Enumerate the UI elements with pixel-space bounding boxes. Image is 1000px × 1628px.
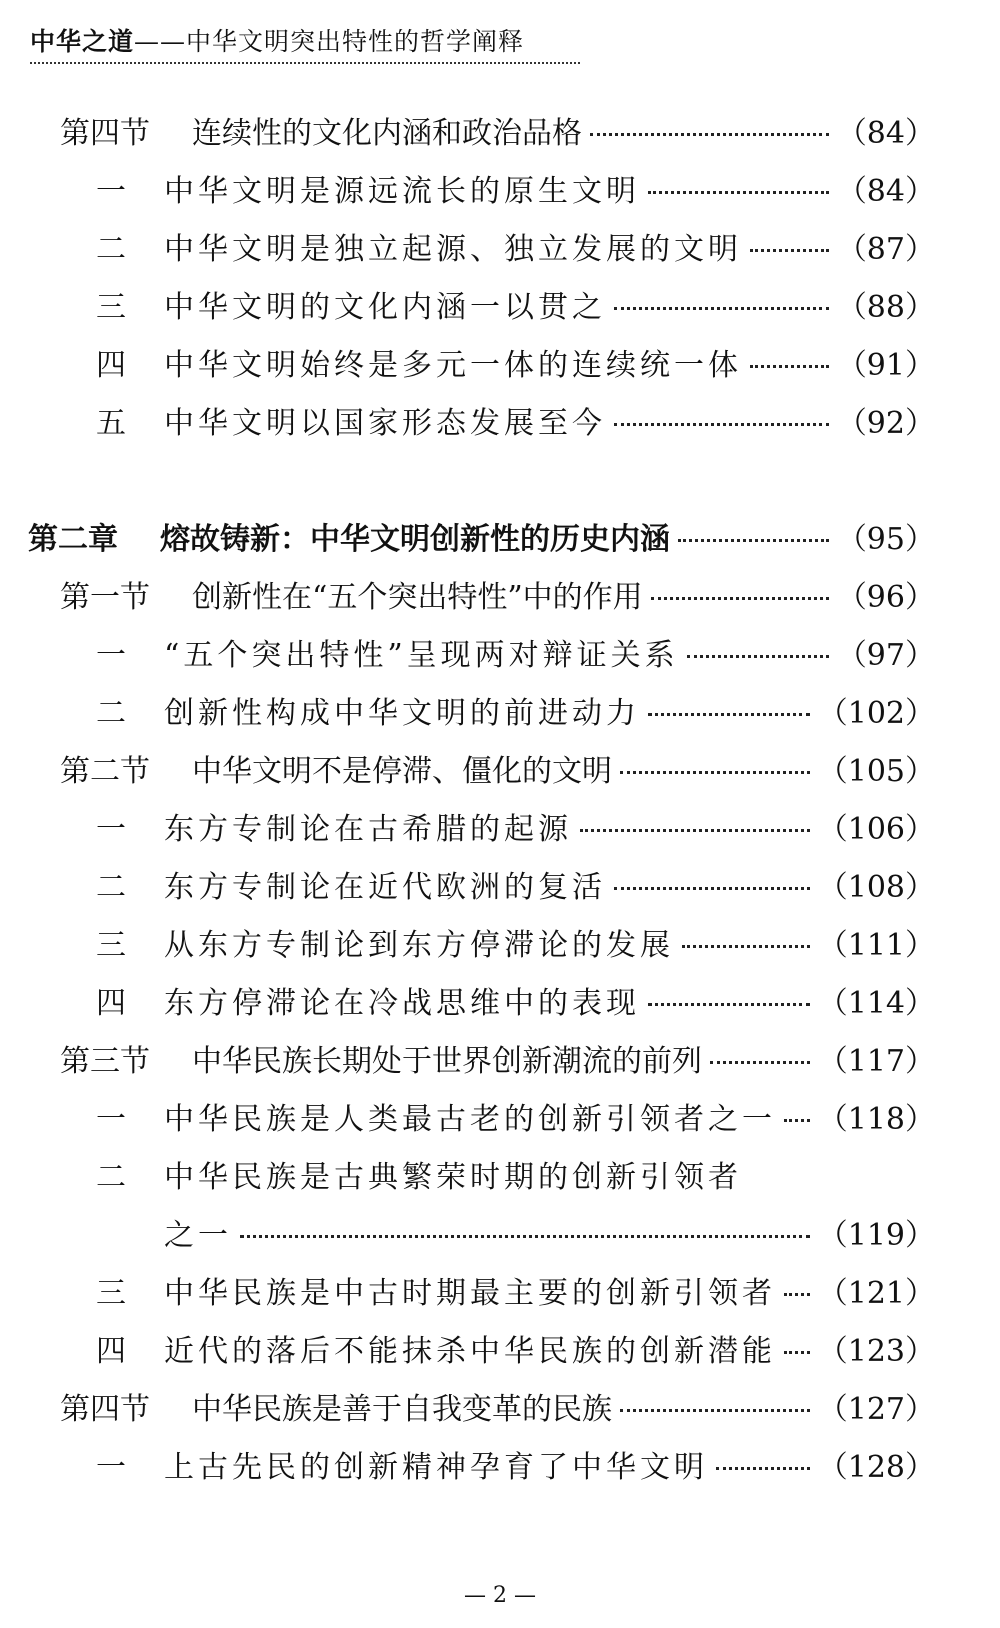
toc-entry-continuation[interactable]: [164, 1212, 935, 1252]
toc-entry-title: 中华民族是中古时期最主要的创新引领者: [164, 1276, 776, 1311]
toc-entry-title: 中华民族是人类最古老的创新引领者之一: [164, 1102, 776, 1137]
toc-entry-number: 二: [96, 232, 126, 267]
toc-leader-dots: [682, 945, 810, 948]
toc-entry[interactable]: [60, 110, 935, 150]
toc-entry-title: 中华文明不是停滞、僵化的文明: [192, 754, 612, 789]
toc-entry[interactable]: [96, 400, 935, 440]
toc-entry-title: 创新性在“五个突出特性”中的作用: [192, 580, 643, 615]
toc-entry-page: （84）: [836, 116, 935, 151]
toc-entry[interactable]: [96, 1328, 935, 1368]
toc-leader-dots: [710, 1061, 810, 1064]
toc-entry-title: “五个突出特性”呈现两对辩证关系: [164, 638, 679, 673]
toc-entry-page: （92）: [836, 406, 935, 441]
toc-leader-dots: [648, 191, 829, 194]
toc-entry-number: 二: [96, 870, 126, 905]
book-title: 中华之道: [30, 27, 135, 56]
toc-leader-dots: [678, 539, 829, 542]
toc-entry-number: 四: [96, 986, 126, 1021]
toc-entry-title: 中华民族是善于自我变革的民族: [192, 1392, 612, 1427]
toc-entry-title: 中华文明以国家形态发展至今: [164, 406, 606, 441]
toc-entry-title: 中华文明是源远流长的原生文明: [164, 174, 640, 209]
toc-leader-dots: [590, 133, 829, 136]
toc-entry-number: 三: [96, 1276, 126, 1311]
toc-entry[interactable]: [96, 1270, 935, 1310]
toc-leader-dots: [614, 887, 810, 890]
toc-entry-page: （106）: [817, 812, 935, 847]
toc-entry-number: 一: [96, 1102, 126, 1137]
toc-leader-dots: [784, 1293, 810, 1296]
toc-leader-dots: [750, 365, 829, 368]
toc-entry-title: 从东方专制论到东方停滞论的发展: [164, 928, 674, 963]
page-number: — 2 —: [464, 1583, 536, 1608]
book-subtitle: ——中华文明突出特性的哲学阐释: [134, 27, 525, 56]
toc-entry-title: 中华文明的文化内涵一以贯之: [164, 290, 606, 325]
toc-entry[interactable]: [96, 806, 935, 846]
toc-leader-dots: [614, 423, 829, 426]
toc-entry[interactable]: [60, 1386, 935, 1426]
toc-entry-number: 第二节: [60, 754, 150, 789]
toc-entry[interactable]: [60, 748, 935, 788]
toc-entry[interactable]: [96, 1154, 935, 1194]
toc-entry-page: （114）: [817, 986, 935, 1021]
toc-entry-title: 中华民族长期处于世界创新潮流的前列: [192, 1044, 702, 1079]
toc-entry-title: 东方停滞论在冷战思维中的表现: [164, 986, 640, 1021]
toc-leader-dots: [620, 1409, 810, 1412]
toc-leader-dots: [687, 655, 829, 658]
toc-entry[interactable]: [96, 1096, 935, 1136]
toc-entry-number: 一: [96, 812, 126, 847]
toc-entry-title: 近代的落后不能抹杀中华民族的创新潜能: [164, 1334, 776, 1369]
toc-entry-title: 中华文明始终是多元一体的连续统一体: [164, 348, 742, 383]
toc-leader-dots: [716, 1467, 810, 1470]
toc-entry-page: （88）: [836, 290, 935, 325]
toc-entry-number: 第二章: [28, 522, 118, 557]
toc-entry[interactable]: [96, 690, 935, 730]
toc-entry-title: 创新性构成中华文明的前进动力: [164, 696, 640, 731]
toc-entry-title: 熔故铸新：中华文明创新性的历史内涵: [160, 522, 670, 557]
toc-entry-page: （128）: [817, 1450, 935, 1485]
toc-entry-page: （123）: [817, 1334, 935, 1369]
toc-entry[interactable]: [96, 922, 935, 962]
toc-chapter-entry[interactable]: [28, 516, 935, 556]
toc-entry-number: 一: [96, 638, 126, 673]
toc-entry-page: （87）: [836, 232, 935, 267]
toc-entry-page: （84）: [836, 174, 935, 209]
toc-entry-page: （108）: [817, 870, 935, 905]
toc-entry-page: （117）: [817, 1044, 935, 1079]
toc-entry-title: 中华民族是古典繁荣时期的创新引领者: [164, 1160, 742, 1195]
toc-entry-page: （119）: [817, 1218, 935, 1253]
toc-entry-number: 二: [96, 696, 126, 731]
toc-entry-page: （95）: [836, 522, 935, 557]
toc-entry[interactable]: [96, 342, 935, 382]
toc-entry-number: 二: [96, 1160, 126, 1195]
toc-entry[interactable]: [60, 1038, 935, 1078]
toc-entry-title: 中华文明是独立起源、独立发展的文明: [164, 232, 742, 267]
toc-entry-page: （118）: [817, 1102, 935, 1137]
toc-entry-number: 一: [96, 1450, 126, 1485]
toc-entry-page: （96）: [836, 580, 935, 615]
toc-entry-number: 第三节: [60, 1044, 150, 1079]
toc-entry-number: 第四节: [60, 1392, 150, 1427]
toc-leader-dots: [648, 1003, 810, 1006]
toc-entry-page: （102）: [817, 696, 935, 731]
toc-entry-number: 三: [96, 290, 126, 325]
running-header: [30, 22, 524, 58]
toc-entry-number: 五: [96, 406, 126, 441]
toc-entry[interactable]: [96, 980, 935, 1020]
toc-entry-title: 连续性的文化内涵和政治品格: [192, 116, 582, 151]
toc-entry-page: （105）: [817, 754, 935, 789]
toc-entry-title: 之一: [164, 1218, 232, 1253]
toc-entry-page: （91）: [836, 348, 935, 383]
toc-leader-dots: [614, 307, 829, 310]
toc-leader-dots: [240, 1235, 810, 1238]
toc-entry-number: 三: [96, 928, 126, 963]
toc-entry[interactable]: [96, 168, 935, 208]
toc-leader-dots: [784, 1119, 810, 1122]
toc-entry-page: （127）: [817, 1392, 935, 1427]
toc-entry[interactable]: [96, 864, 935, 904]
toc-entry-number: 四: [96, 1334, 126, 1369]
toc-entry-number: 四: [96, 348, 126, 383]
toc-entry-page: （111）: [817, 928, 935, 963]
toc-entry[interactable]: [96, 284, 935, 324]
toc-entry[interactable]: [96, 1444, 935, 1484]
toc-leader-dots: [580, 829, 810, 832]
toc-entry-number: 第四节: [60, 116, 150, 151]
toc-entry-number: 第一节: [60, 580, 150, 615]
toc-leader-dots: [648, 713, 810, 716]
toc-leader-dots: [750, 249, 829, 252]
toc-entry[interactable]: [96, 632, 935, 672]
toc-entry-title: 上古先民的创新精神孕育了中华文明: [164, 1450, 708, 1485]
header-dotted-rule: [30, 62, 580, 64]
toc-entry-number: 一: [96, 174, 126, 209]
toc-entry-page: （121）: [817, 1276, 935, 1311]
toc-entry[interactable]: [60, 574, 935, 614]
toc-entry[interactable]: [96, 226, 935, 266]
toc-entry-title: 东方专制论在近代欧洲的复活: [164, 870, 606, 905]
toc-entry-title: 东方专制论在古希腊的起源: [164, 812, 572, 847]
toc-entry-page: （97）: [836, 638, 935, 673]
toc-leader-dots: [651, 597, 829, 600]
toc-leader-dots: [784, 1351, 810, 1354]
toc-leader-dots: [620, 771, 810, 774]
